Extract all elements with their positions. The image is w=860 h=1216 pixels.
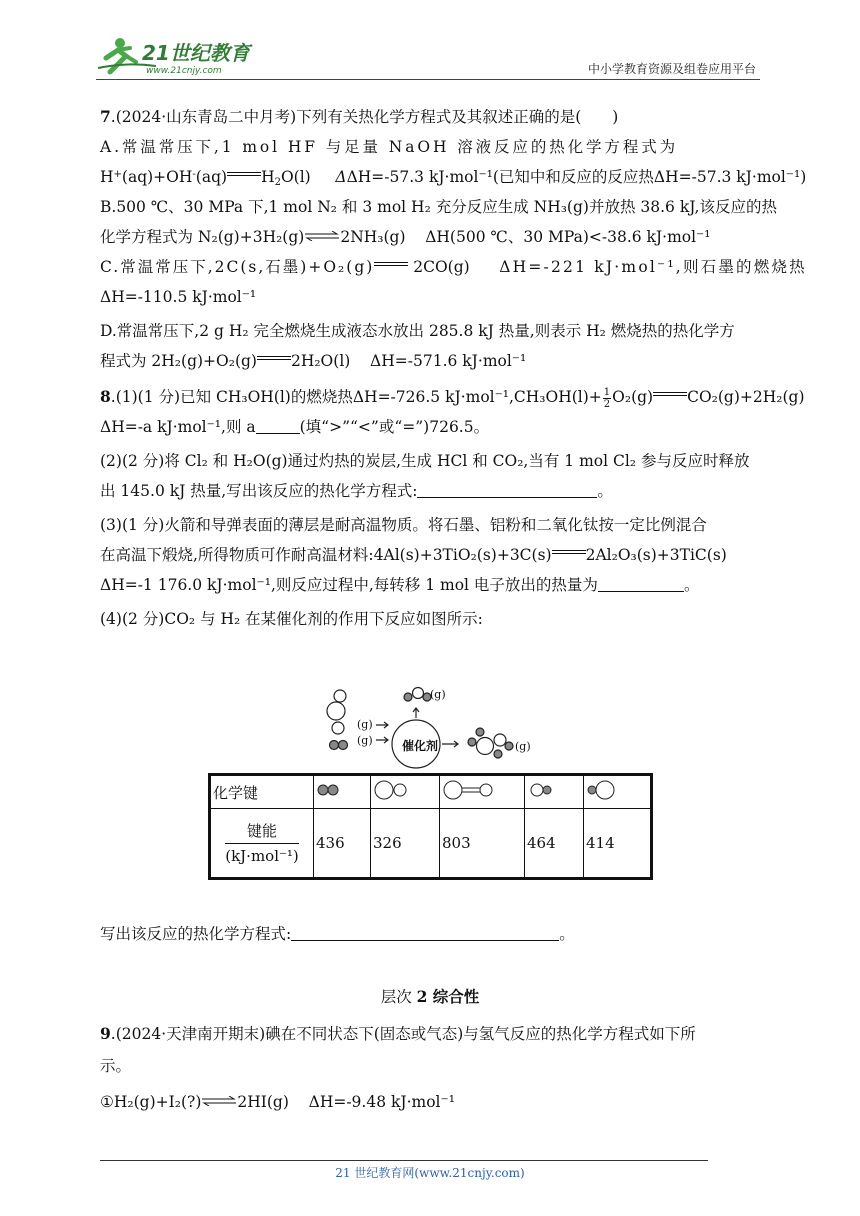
- svg-text:www.21cnjy.com: www.21cnjy.com: [146, 66, 222, 76]
- header-rule: [96, 79, 760, 80]
- page-content: [100, 100, 807, 634]
- half-fraction: $\frac{1}{2}$: [603, 386, 611, 410]
- table-energy-row: [210, 809, 652, 879]
- section-title: 层次 2 综合性: [380, 987, 480, 1006]
- q8-part3-cont: 在高温下煅烧,所得物质可作耐高温材料:4Al(s)+3TiO₂(s)+3C(s) 2Al₂O₃(s)+3TiC(s): [100, 546, 727, 564]
- svg-text:21世纪教育: 21世纪教育: [142, 41, 250, 65]
- answer-blank-1[interactable]: [256, 417, 300, 434]
- q7-option-b-eq: 化学方程式为 N₂(g)+3H₂(g) 2NH₃(g) ΔH(500 ℃、30 MPa)<-38.6 kJ·mol⁻¹: [100, 228, 711, 246]
- q8-part2-cont: 出 145.0 kJ 热量,写出该反应的热化学方程式: 。: [100, 482, 613, 500]
- q7-option-a-eq: H+(aq)+OH-(aq) $H_2O(l)$ ΔΔH=-57.3 kJ·mol⁻¹(已知中和反应的反应热ΔH=-57.3 kJ·mol⁻¹): [100, 168, 807, 188]
- q7-option-a: A.常温常压下,1 mol HF 与足量 NaOH 溶液反应的热化学方程式为: [100, 138, 679, 156]
- answer-blank-2[interactable]: [417, 481, 597, 498]
- footer-rule: [100, 1160, 708, 1161]
- q8-part1-cont: ΔH=-a kJ·mol⁻¹,则 a (填“>”“<”或“=”)726.5。: [100, 418, 490, 436]
- q8-part3: (3)(1 分)火箭和导弹表面的薄层是耐高温物质。将石墨、铝粉和二氧化钛按一定比例混合: [100, 516, 707, 534]
- table-row-label: 键能 (kJ·mol⁻¹): [210, 809, 314, 879]
- table-header-row: [210, 775, 652, 809]
- q8-final-line: 写出该反应的热化学方程式: 。: [100, 925, 575, 943]
- reactant-gas-label-1: (g): [357, 718, 373, 731]
- q7-option-d: D.常温常压下,2 g H₂ 完全燃烧生成液态水放出 285.8 kJ 热量,则表示 H₂ 燃烧热的热化学方: [100, 322, 735, 340]
- table-cell: 464: [525, 809, 584, 879]
- bond-icon-c-o: [371, 775, 440, 809]
- q7-option-c: C.常温常压下,2C(s,石墨)+O₂(g) 2CO(g) ΔH=-221 kJ·mol⁻¹,则石墨的燃烧热: [100, 258, 807, 276]
- q8-part3-cont2: ΔH=-1 176.0 kJ·mol⁻¹,则反应过程中,每转移 1 mol 电子放出的热量为 。: [100, 576, 700, 594]
- reversible-arrow-icon: [201, 1096, 237, 1106]
- q7-option-b: B.500 ℃、30 MPa 下,1 mol N₂ 和 3 mol H₂ 充分反应生成 NH₃(g)并放热 38.6 kJ,该反应的热: [100, 198, 777, 216]
- q9-eq1: ①H₂(g)+I₂(?) 2HI(g) ΔH=-9.48 kJ·mol⁻¹: [100, 1093, 455, 1111]
- page-header: [96, 36, 760, 80]
- q8-part2: (2)(2 分)将 Cl₂ 和 H₂O(g)通过灼热的炭层,生成 HCl 和 CO₂,当有 1 mol Cl₂ 参与反应时释放: [100, 452, 750, 470]
- logo-icon: [96, 36, 266, 78]
- table-header-label: 化学键: [210, 775, 314, 809]
- q7-option-c-cont: ΔH=-110.5 kJ·mol⁻¹: [100, 288, 257, 306]
- table-cell: 326: [371, 809, 440, 879]
- answer-blank-4[interactable]: [291, 924, 559, 941]
- table-cell: 414: [584, 809, 652, 879]
- table-cell: 436: [314, 809, 371, 879]
- reactant-gas-label-2: (g): [357, 734, 373, 747]
- answer-blank-3[interactable]: [598, 575, 684, 592]
- header-platform-text: 中小学教育资源及组卷应用平台: [587, 62, 756, 76]
- q8-part1: 8.(1)(1 分)已知 CH₃OH(l)的燃烧热ΔH=-726.5 kJ·mol⁻¹,CH₃OH(l)+ $\frac{1}{2}$ O₂(g) CO₂(g)+2H₂(g): [100, 386, 805, 410]
- table-cell: 803: [440, 809, 525, 879]
- footer-text[interactable]: 21 世纪教育网(www.21cnjy.com): [335, 1166, 525, 1180]
- bond-icon-c-double-o: [440, 775, 525, 809]
- reversible-arrow-icon: [304, 231, 340, 241]
- product-gas-label-2: (g): [515, 740, 531, 753]
- q7-option-d-eq: 程式为 2H₂(g)+O₂(g) 2H₂O(l) ΔH=-571.6 kJ·mol⁻¹: [100, 352, 527, 370]
- q9-stem-cont: 示。: [100, 1057, 132, 1075]
- bond-icon-c-h: [584, 775, 652, 809]
- catalyst-label: 催化剂: [402, 739, 439, 753]
- product-gas-label-1: (g): [430, 688, 446, 701]
- q9-stem: 9.(2024·天津南开期末)碘在不同状态下(固态或气态)与氢气反应的热化学方程式如下所: [100, 1024, 696, 1043]
- q9-block: [100, 1018, 764, 1118]
- bond-icon-h-h: [314, 775, 371, 809]
- bond-icon-h-o: [525, 775, 584, 809]
- reaction-diagram: [322, 684, 542, 776]
- q8-part4: (4)(2 分)CO₂ 与 H₂ 在某催化剂的作用下反应如图所示:: [100, 610, 483, 628]
- q7-stem: 7.(2024·山东青岛二中月考)下列有关热化学方程式及其叙述正确的是( ): [100, 107, 619, 126]
- bond-energy-table: [208, 773, 653, 880]
